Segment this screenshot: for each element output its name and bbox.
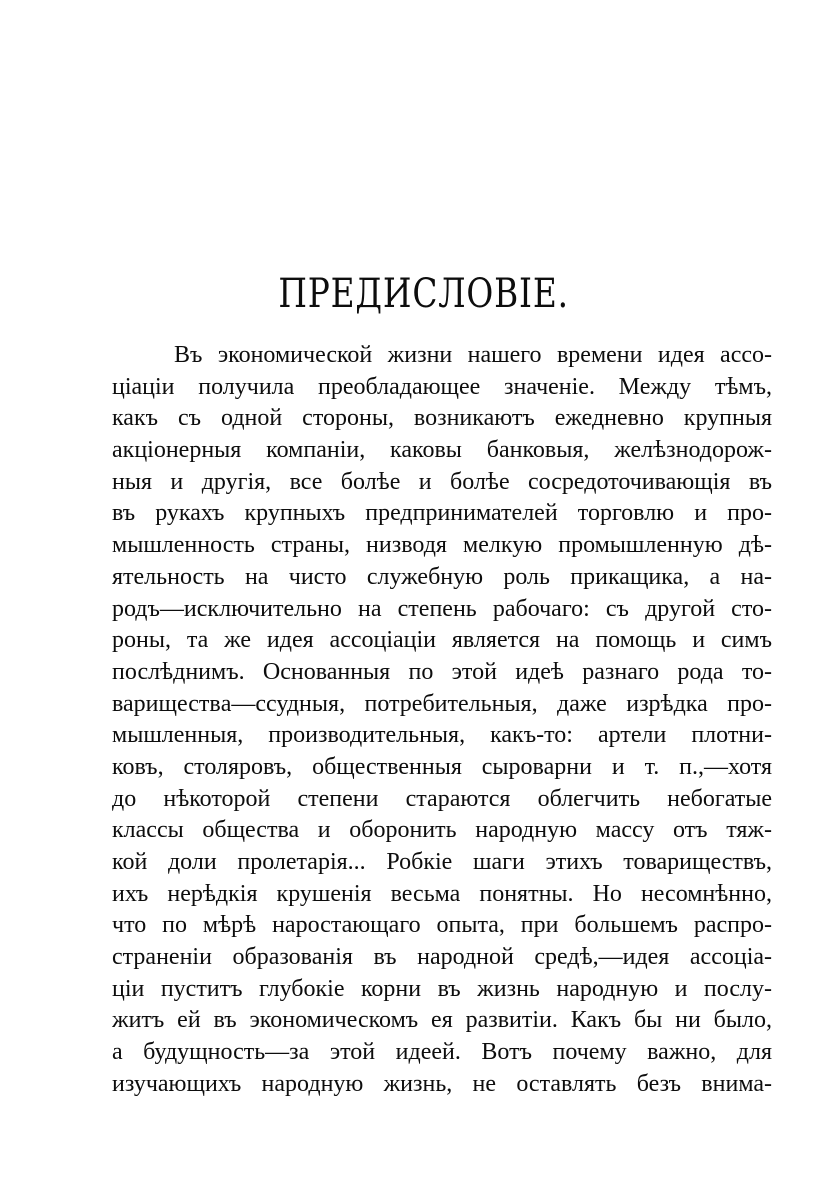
text-line: ціаціи получила преобладающее значеніе. Между тѣмъ, — [112, 373, 772, 400]
text-line: роны, та же идея ассоціаціи является на помощь и симъ — [112, 627, 772, 654]
text-line: послѣднимъ. Основанныя по этой идеѣ разнаго рода то- — [112, 658, 772, 685]
text-line: а будущность—за этой идеей. Вотъ почему важно, для — [112, 1039, 772, 1066]
text-line: кой доли пролетарія... Робкіе шаги этихъ товариществъ, — [112, 849, 772, 875]
text-line: родъ—исключительно на степень рабочаго: съ другой сто- — [112, 595, 772, 622]
text-line: ковъ, столяровъ, общественныя сыроварни и т. п.,—хотя — [112, 753, 772, 780]
text-line: акціонерныя компаніи, каковы банковыя, желѣзнодорож- — [112, 437, 772, 464]
text-line: что по мѣрѣ наростающаго опыта, при большемъ распро- — [112, 912, 772, 939]
body-paragraph — [112, 340, 772, 1101]
text-line: Въ экономической жизни нашего времени идея ассо- — [174, 342, 772, 368]
page-title: ПРЕДИСЛОВІЕ. — [278, 271, 569, 317]
text-line: мышленность страны, низводя мелкую промышленную дѣ- — [112, 532, 772, 559]
text-line: страненіи образованія въ народной средѣ,—идея ассоціа- — [112, 944, 772, 971]
text-line: житъ ей въ экономическомъ ея развитіи. Какъ бы ни было, — [112, 1007, 772, 1034]
text-line: ныя и другія, все болѣе и болѣе сосредоточивающія въ — [112, 468, 772, 495]
text-line: въ рукахъ крупныхъ предпринимателей торговлю и про- — [112, 500, 772, 527]
text-line: вариществa—ссудныя, потребительныя, даже изрѣдка про- — [112, 690, 772, 717]
text-line: до нѣкоторой степени стараются облегчить небогатые — [112, 785, 772, 812]
text-line: изучающихъ народную жизнь, не оставлять безъ внима- — [112, 1070, 772, 1097]
text-line: ятельность на чисто служебную роль прикащика, а на- — [112, 563, 772, 590]
text-line: ціи пуститъ глубокіе корни въ жизнь народную и послу- — [112, 975, 772, 1002]
text-line: ихъ нерѣдкія крушенія весьма понятны. Но несомнѣнно, — [112, 880, 772, 907]
text-line: мышленныя, производительныя, какъ-то: артели плотни- — [112, 722, 772, 749]
text-line: классы общества и оборонить народную массу отъ тяж- — [112, 817, 772, 844]
text-line: какъ съ одной стороны, возникаютъ ежедневно крупныя — [112, 405, 772, 432]
